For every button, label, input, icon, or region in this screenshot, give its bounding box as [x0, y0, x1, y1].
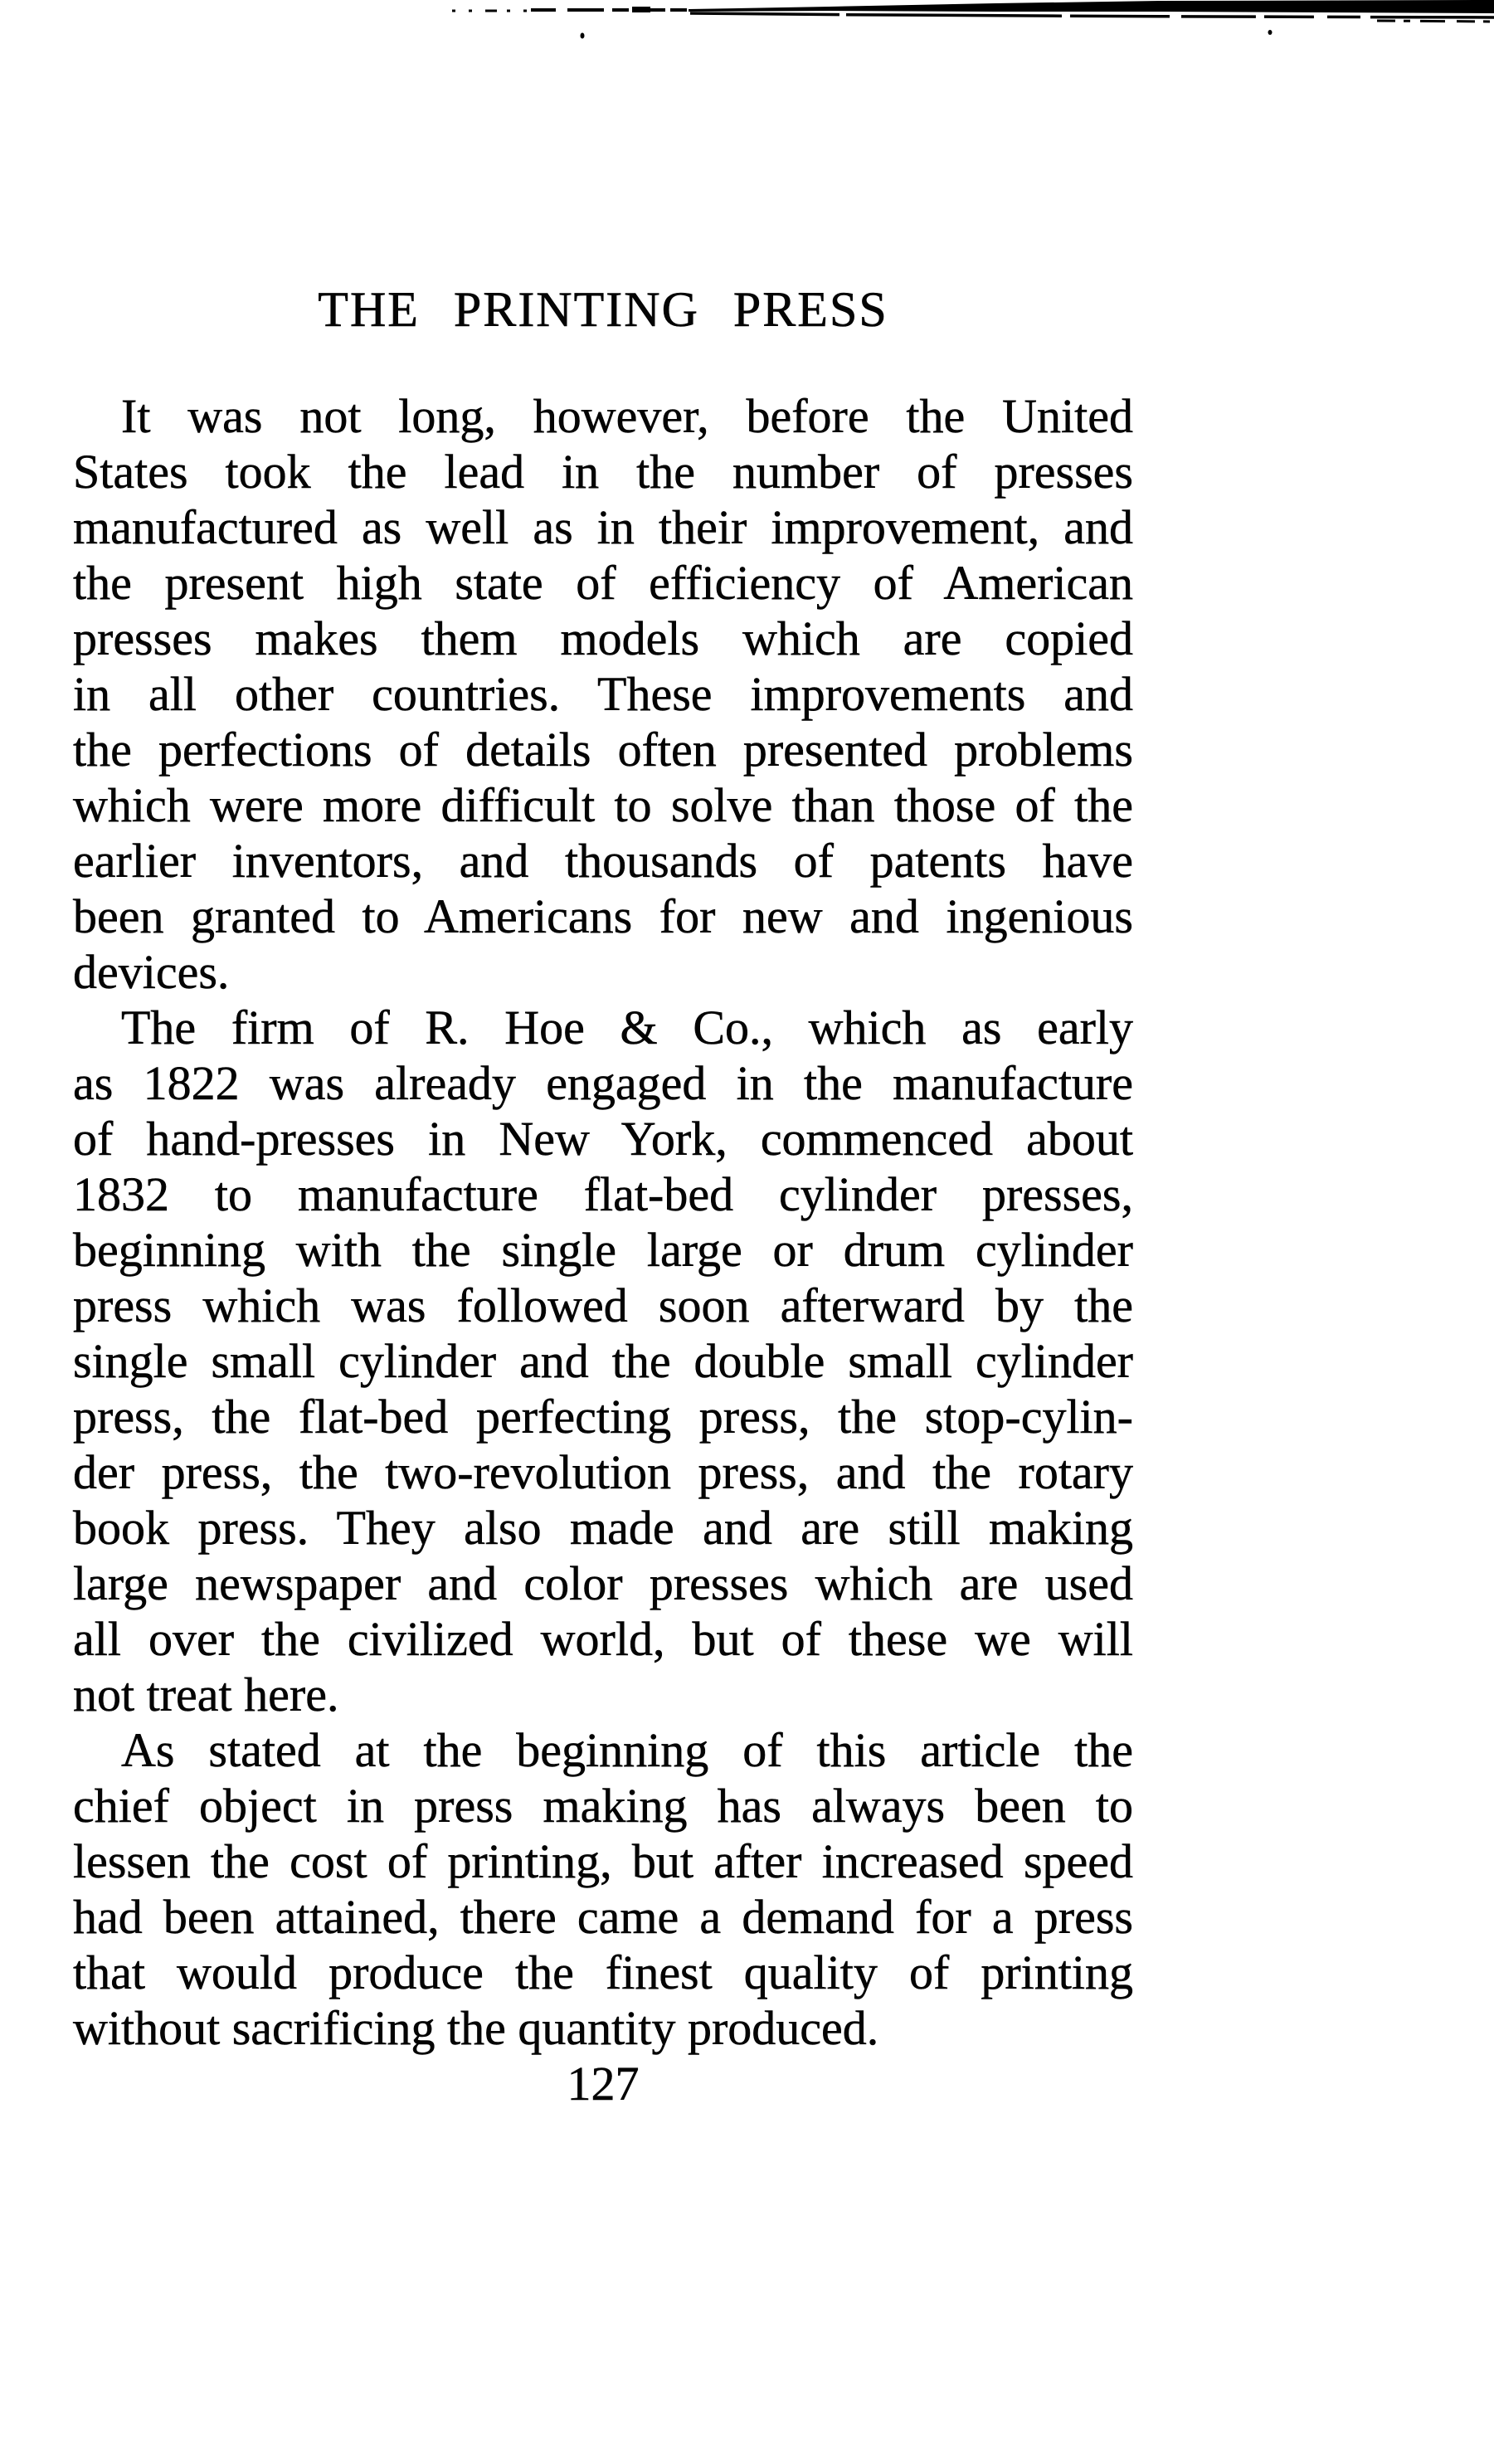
text-line: earlier inventors, and thousands of patents have [73, 834, 1133, 888]
text-line: large newspaper and color presses which are used [73, 1556, 1133, 1610]
text-line: had been attained, there came a demand for a press [73, 1890, 1133, 1944]
paragraph [73, 388, 1133, 1000]
text-line: lessen the cost of printing, but after increased speed [73, 1834, 1133, 1888]
text-line: not treat here. [73, 1668, 339, 1721]
text-line: der press, the two-revolution press, and the rotary [73, 1445, 1133, 1499]
text-line: as 1822 was already engaged in the manufacture [73, 1056, 1133, 1110]
text-column [73, 388, 1133, 2111]
paragraph [73, 1000, 1133, 1722]
text-line: the present high state of efficiency of American [73, 556, 1133, 610]
text-line: press, the flat-bed perfecting press, the stop-cylin- [73, 1390, 1133, 1444]
text-line: The firm of R. Hoe & Co., which as early [121, 1001, 1133, 1054]
paragraph [73, 1722, 1133, 2056]
text-line: manufactured as well as in their improvement, and [73, 500, 1133, 554]
text-line: beginning with the single large or drum cylinder [73, 1223, 1133, 1277]
text-line: press which was followed soon afterward by the [73, 1278, 1133, 1332]
text-line: the perfections of details often presented problems [73, 723, 1133, 777]
text-line: all over the civilized world, but of these we will [73, 1612, 1133, 1666]
text-line: single small cylinder and the double small cylinder [73, 1334, 1133, 1388]
page-heading: THE PRINTING PRESS [318, 282, 888, 337]
text-line: been granted to Americans for new and ingenious [73, 889, 1133, 943]
text-line: It was not long, however, before the United [121, 389, 1133, 443]
text-line: As stated at the beginning of this article the [121, 1723, 1133, 1777]
text-line: States took the lead in the number of presses [73, 445, 1133, 499]
text-line: in all other countries. These improvements and [73, 667, 1133, 721]
text-line: without sacrificing the quantity produced. [73, 2001, 879, 2055]
text-line: devices. [73, 945, 230, 999]
text-line: of hand-presses in New York, commenced about [73, 1112, 1133, 1166]
scan-edge-artifact [0, 0, 1494, 58]
text-line: 1832 to manufacture flat-bed cylinder presses, [73, 1167, 1133, 1221]
page-number: 127 [567, 2057, 640, 2111]
text-line: that would produce the finest quality of printing [73, 1945, 1133, 1999]
text-line: chief object in press making has always been to [73, 1779, 1133, 1833]
text-line: presses makes them models which are copied [73, 611, 1133, 665]
text-line: which were more difficult to solve than those of the [73, 778, 1133, 832]
text-line: book press. They also made and are still making [73, 1501, 1133, 1555]
